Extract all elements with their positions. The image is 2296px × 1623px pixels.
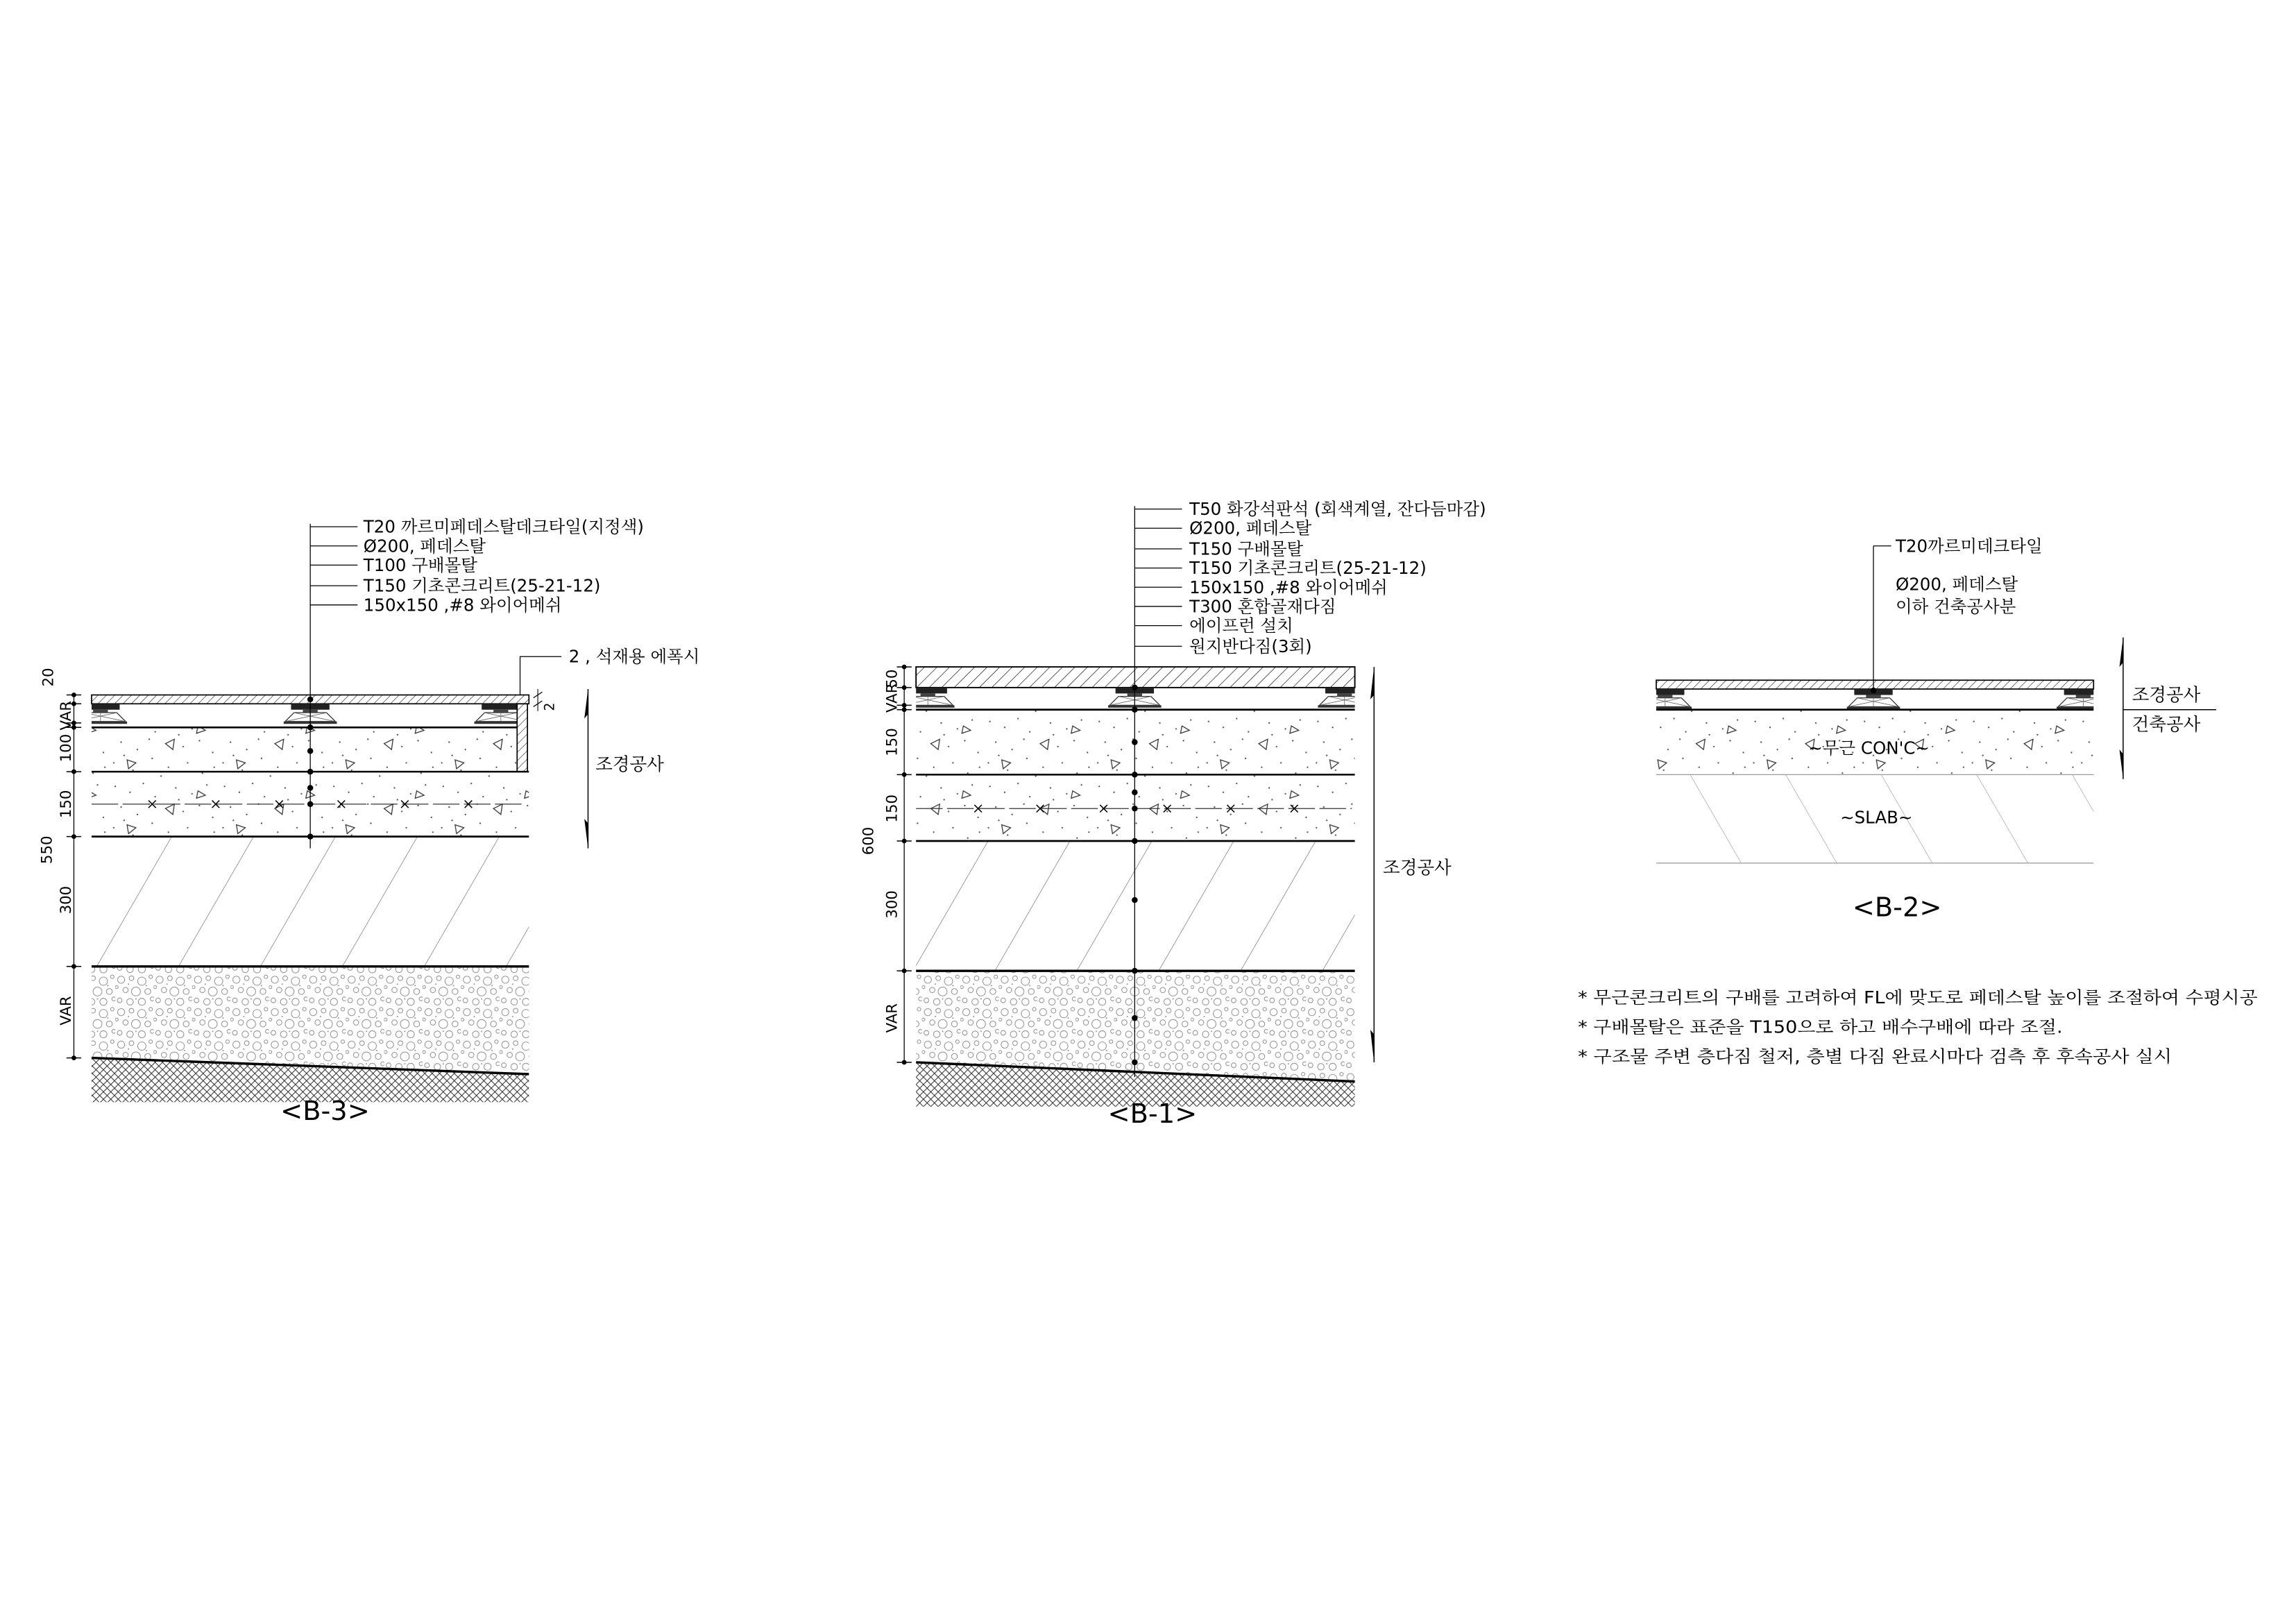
label-base-concrete: T150 기초콘크리트(25-21-12) (363, 575, 601, 596)
dim-total: 600 (860, 826, 878, 856)
dim-concrete: 150 (883, 794, 901, 823)
aggregate-layer (92, 837, 529, 967)
dim-deck-tile: 20 (40, 668, 58, 687)
dim-granite-slab: 50 (883, 669, 901, 688)
pedestal-row (901, 688, 1371, 708)
dim-mortar: 150 (883, 728, 901, 756)
label-plain-concrete: ~무근 CON'C~ (1808, 738, 1930, 758)
section-b2 (1638, 536, 2216, 923)
note-item: * 무근콘크리트의 구배를 고려하여 FL에 맞도로 페데스탈 높이를 조절하여 수평시공 (1578, 987, 2259, 1008)
section-b1 (860, 499, 1486, 1130)
label-deck-tile: T20까르미데크타일 (1895, 536, 2043, 556)
scope-arrow-head-top (2120, 638, 2123, 668)
dim-mortar: 100 (58, 733, 76, 763)
general-notes (1578, 987, 2258, 1067)
leader-dot (1871, 688, 1877, 694)
label-building-scope: 이하 건축공사분 (1895, 596, 2016, 617)
label-apron: 에이프런 설치 (1189, 615, 1293, 636)
scope-label: 조경공사 (1383, 857, 1452, 878)
label-granite-slab: T50 화강석판석 (회색계열, 잔다듬마감) (1189, 499, 1486, 520)
dim-pedestal-height: VAR (883, 683, 901, 713)
gravel-layer (92, 967, 529, 1074)
scope-label-building: 건축공사 (2132, 714, 2201, 736)
stone-edge-piece (517, 704, 527, 772)
label-slab: ~SLAB~ (1840, 807, 1913, 828)
scope-arrow-head-bottom (584, 819, 588, 849)
scope-arrow-head-top (1370, 667, 1374, 699)
deck-tile-layer (1656, 680, 2093, 689)
label-wire-mesh: 150x150 ,#8 와이어메쉬 (1189, 577, 1388, 597)
label-pedestal: Ø200, 페데스탈 (363, 536, 486, 556)
dim-pedestal-height: VAR (58, 701, 76, 731)
scope-arrow-head-top (584, 689, 588, 719)
dim-subbase: VAR (58, 996, 76, 1026)
pedestal-row (74, 704, 527, 724)
label-epoxy: 2 , 석재용 에폭시 (568, 646, 700, 667)
pedestal (901, 688, 955, 708)
dim-concrete: 150 (58, 790, 76, 819)
dim-aggregate: 300 (883, 890, 901, 919)
label-pedestal: Ø200, 페데스탈 (1189, 518, 1312, 538)
dim-aggregate: 300 (58, 885, 76, 915)
label-slope-mortar: T150 구배몰탈 (1189, 538, 1304, 559)
pedestal (74, 704, 127, 724)
pedestal (2057, 689, 2110, 709)
label-pedestal: Ø200, 페데스탈 (1895, 574, 2018, 595)
section-b3 (39, 517, 700, 1127)
label-deck-tile: T20 까르미페데스탈데크타일(지정색) (363, 516, 644, 537)
leader-ticks (310, 527, 357, 605)
label-slope-mortar: T100 구배몰탈 (363, 554, 477, 575)
label-aggregate: T300 혼합골재다짐 (1189, 596, 1336, 617)
dim-edge-gap: 2 (541, 702, 558, 711)
slope-mortar-layer (92, 727, 517, 772)
section-title: <B-3> (280, 1095, 370, 1127)
pedestal (1318, 688, 1371, 708)
epoxy-leader (520, 656, 562, 695)
dim-subbase: VAR (883, 1003, 901, 1033)
note-item: * 구배몰탈은 표준을 T150으로 하고 배수구배에 따라 조절. (1578, 1017, 2063, 1037)
pedestal (1638, 689, 1692, 709)
note-item: * 구조물 주변 층다짐 철저, 층별 다짐 완료시마다 검측 후 후속공사 실시 (1578, 1046, 2172, 1067)
dim-total: 550 (38, 835, 56, 865)
scope-arrow-head-bottom (1370, 1030, 1374, 1062)
scope-label: 조경공사 (595, 754, 664, 775)
label-base-concrete: T150 기초콘크리트(25-21-12) (1189, 558, 1427, 579)
section-title: <B-1> (1107, 1098, 1198, 1130)
section-title: <B-2> (1852, 892, 1942, 924)
label-wire-mesh: 150x150 ,#8 와이어메쉬 (363, 595, 562, 615)
scope-label-landscape: 조경공사 (2132, 685, 2201, 706)
leader-ticks (1134, 509, 1182, 647)
granite-slab-layer (916, 667, 1354, 688)
scope-arrow-head-bottom (2120, 749, 2123, 779)
aggregate-layer (916, 841, 1354, 971)
label-subgrade: 원지반다짐(3회) (1189, 636, 1312, 656)
